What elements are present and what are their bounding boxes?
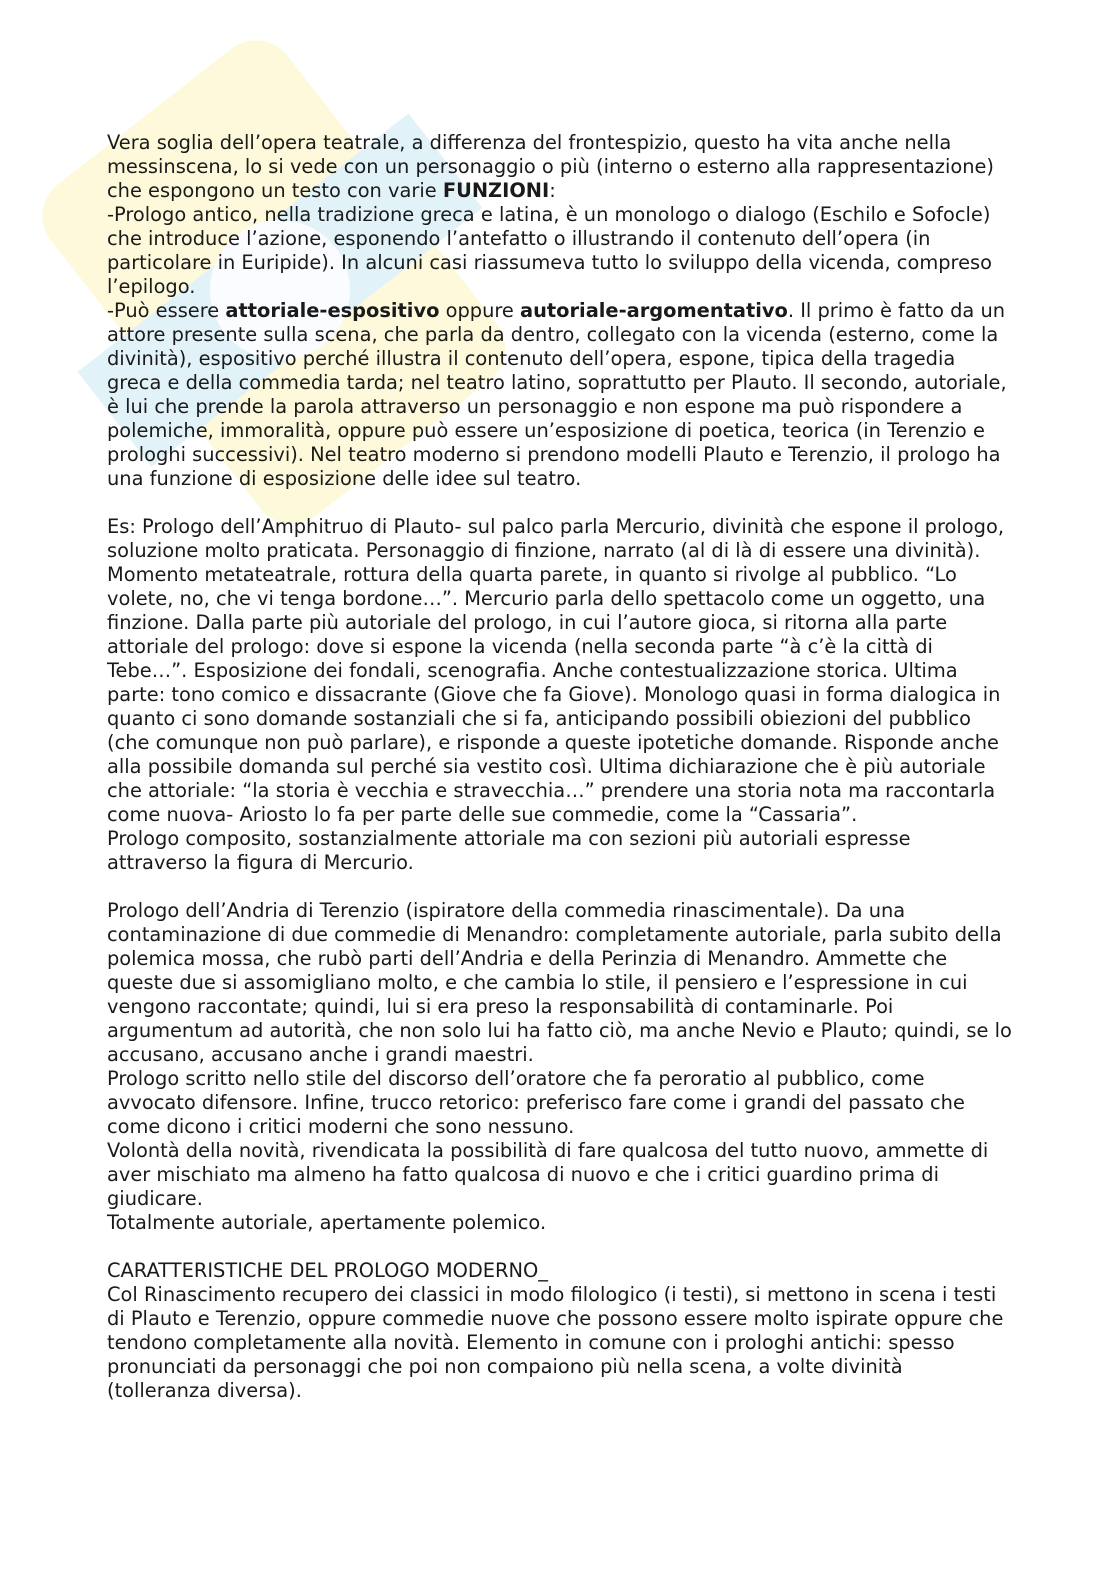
section-heading-prologo-moderno: CARATTERISTICHE DEL PROLOGO MODERNO_ [107,1259,548,1282]
tipologie-text-3: . Il primo è fatto da un attore presente sulla scena, che parla da dentro, collegato con la vicenda (esterno, come la divinità), espositivo perché illustra il contenuto dell’opera, espone, tipica della tragedia greca e della commedia tarda; nel teatro latino, soprattutto per Plauto. Il secondo, autoriale, è lui che prende la parola attraverso un personaggio e non espone ma può rispondere a polemiche, immoralità, oppure può essere un’esposizione di poetica, teorica (in Terenzio e prologhi successivi). Nel teatro moderno si prendono modelli Plauto e Terenzio, il prologo ha una funzione di esposizione delle idee sul teatro. [107,299,1007,490]
paragraph-andria-1: Prologo dell’Andria di Terenzio (ispiratore della commedia rinascimentale). Da una contaminazione di due commedie di Menandro: completamente autoriale, parla subito della polemica mossa, che rubò parti dell’Andria e della Perinzia di Menandro. Ammette che queste due si assomigliano molto, e che cambia lo stile, il pensiero e l’espressione in cui vengono raccontate; quindi, lui si era preso la responsabilità di contaminarle. Poi argumentum ad autorità, che non solo lui ha fatto ciò, ma anche Nevio e Plauto; quindi, se lo accusano, accusano anche i grandi maestri. [107,899,1012,1066]
paragraph-andria-2: Prologo scritto nello stile del discorso dell’oratore che fa peroratio al pubblico, come avvocato difensore. Infine, trucco retorico: preferisco fare come i grandi del passato che come dicono i critici moderni che sono nessuno. [107,1067,965,1138]
intro-text-end: : [549,179,556,202]
paragraph-prologo-antico: -Prologo antico, nella tradizione greca e latina, è un monologo o dialogo (Eschilo e Sofocle) che introduce l’azione, esponendo l’antefatto o illustrando il contenuto dell’opera (in particolare in Euripide). In alcuni casi riassumeva tutto lo sviluppo della vicenda, compreso l’epilogo. [107,203,992,298]
paragraph-moderno: Col Rinascimento recupero dei classici in modo filologico (i testi), si mettono in scena i testi di Plauto e Terenzio, oppure commedie nuove che possono essere molto ispirate oppure che tendono completamente alla novità. Elemento in comune con i prologhi antichi: spesso pronunciati da personaggi che poi non compaiono più nella scena, a volte divinità (tolleranza diversa). [107,1283,1004,1402]
paragraph-prologo-composito: Prologo composito, sostanzialmente attoriale ma con sezioni più autoriali espresse attraverso la figura di Mercurio. [107,827,911,874]
paragraph-spacer [107,491,1012,515]
paragraph-andria-4: Totalmente autoriale, apertamente polemico. [107,1211,547,1234]
tipologie-bold-attoriale: attoriale-espositivo [225,299,440,322]
tipologie-text-1: -Può essere [107,299,226,322]
tipologie-text-2: oppure [439,299,520,322]
paragraph-intro [107,131,1012,203]
paragraph-tipologie [107,299,1012,491]
intro-bold-funzioni: FUNZIONI [442,179,550,202]
document-page [107,131,1012,1403]
paragraph-spacer [107,875,1012,899]
intro-text: Vera soglia dell’opera teatrale, a differenza del frontespizio, questo ha vita anche nella messinscena, lo si vede con un personaggio o più (interno o esterno alla rappresentazione) che espongono un testo con varie [107,131,994,202]
paragraph-andria-3: Volontà della novità, rivendicata la possibilità di fare qualcosa del tutto nuovo, ammette di aver mischiato ma almeno ha fatto qualcosa di nuovo e che i critici guardino prima di giudicare. [107,1139,989,1210]
paragraph-amphitruo: Es: Prologo dell’Amphitruo di Plauto- sul palco parla Mercurio, divinità che espone il prologo, soluzione molto praticata. Personaggio di finzione, narrato (al di là di essere una divinità). Momento metateatrale, rottura della quarta parete, in quanto si rivolge al pubblico. “Lo volete, no, che vi tenga bordone…”. Mercurio parla dello spettacolo come un oggetto, una finzione. Dalla parte più autoriale del prologo, in cui l’autore gioca, si ritorna alla parte attoriale del prologo: dove si espone la vicenda (nella seconda parte “à c’è la città di Tebe…”. Esposizione dei fondali, scenografia. Anche contestualizzazione storica. Ultima parte: tono comico e dissacrante (Giove che fa Giove). Monologo quasi in forma dialogica in quanto ci sono domande sostanziali che si fa, anticipando possibili obiezioni del pubblico (che comunque non può parlare), e risponde a queste ipotetiche domande. Risponde anche alla possibile domanda sul perché sia vestito così. Ultima dichiarazione che è più autoriale che attoriale: “la storia è vecchia e stravecchia…” prendere una storia nota ma raccontarla come nuova- Ariosto lo fa per parte delle sue commedie, come la “Cassaria”. [107,515,1004,826]
tipologie-bold-autoriale: autoriale-argomentativo [520,299,788,322]
paragraph-spacer [107,1235,1012,1259]
